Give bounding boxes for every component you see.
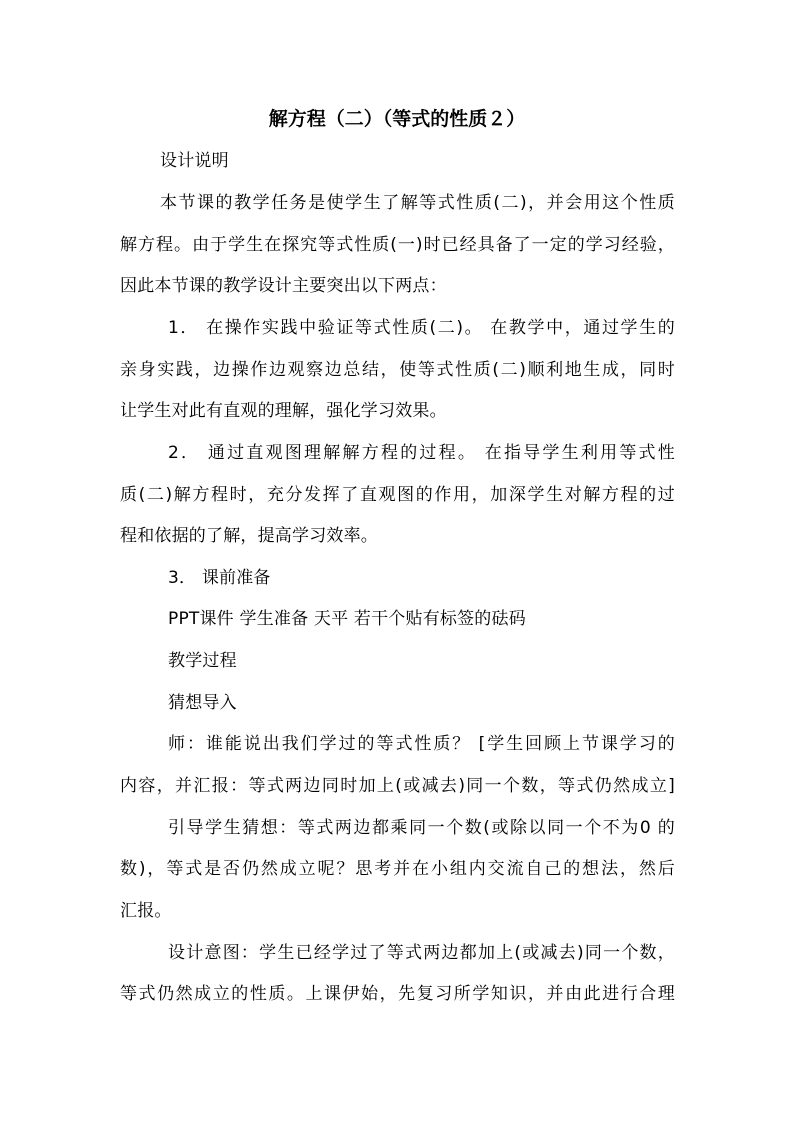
paragraph-line: 引导学生猜想：等式两边都乘同一个数(或除以同一个不为0 的 [168, 818, 675, 838]
paragraph-line: 让学生对此有直观的理解，强化学习效果。 [120, 401, 447, 421]
section-heading-teaching-process: 教学过程 [168, 651, 237, 671]
document-title: 解方程（二）（等式的性质２） [268, 108, 526, 130]
paragraph-line: 亲身实践，边操作边观察边总结，使等式性质(二)顺利地生成，同时 [120, 360, 675, 380]
paragraph-line: 本节课的教学任务是使学生了解等式性质(二)，并会用这个性质 [160, 193, 675, 213]
paragraph-line: 等式仍然成立的性质。上课伊始，先复习所学知识，并由此进行合理 [120, 984, 675, 1004]
paragraph-line: 解方程。由于学生在探究等式性质(一)时已经具备了一定的学习经验， [120, 235, 675, 255]
list-item-3: 3． 课前准备 [168, 568, 271, 588]
paragraph-line: 数)，等式是否仍然成立呢？思考并在小组内交流自己的想法，然后 [120, 859, 675, 879]
paragraph-line: 质(二)解方程时，充分发挥了直观图的作用，加深学生对解方程的过 [120, 485, 675, 505]
paragraph-line: 程和依据的了解，提高学习效率。 [120, 526, 378, 546]
section-heading-design-notes: 设计说明 [160, 151, 229, 171]
list-item-1: 1． 在操作实践中验证等式性质(二)。 在教学中，通过学生的 [168, 318, 675, 338]
paragraph-line: 内容，并汇报：等式两边同时加上(或减去)同一个数，等式仍然成立] [120, 776, 675, 796]
materials-line: PPT课件 学生准备 天平 若干个贴有标签的砝码 [168, 609, 526, 629]
list-item-2: 2． 通过直观图理解解方程的过程。 在指导学生利用等式性 [168, 443, 675, 463]
paragraph-line: 师：谁能说出我们学过的等式性质？ [学生回顾上节课学习的 [168, 734, 675, 754]
section-heading-guess-intro: 猜想导入 [168, 693, 237, 713]
paragraph-line: 汇报。 [120, 901, 172, 921]
paragraph-line: 因此本节课的教学设计主要突出以下两点： [120, 276, 447, 296]
paragraph-line: 设计意图：学生已经学过了等式两边都加上(或减去)同一个数， [168, 943, 675, 963]
